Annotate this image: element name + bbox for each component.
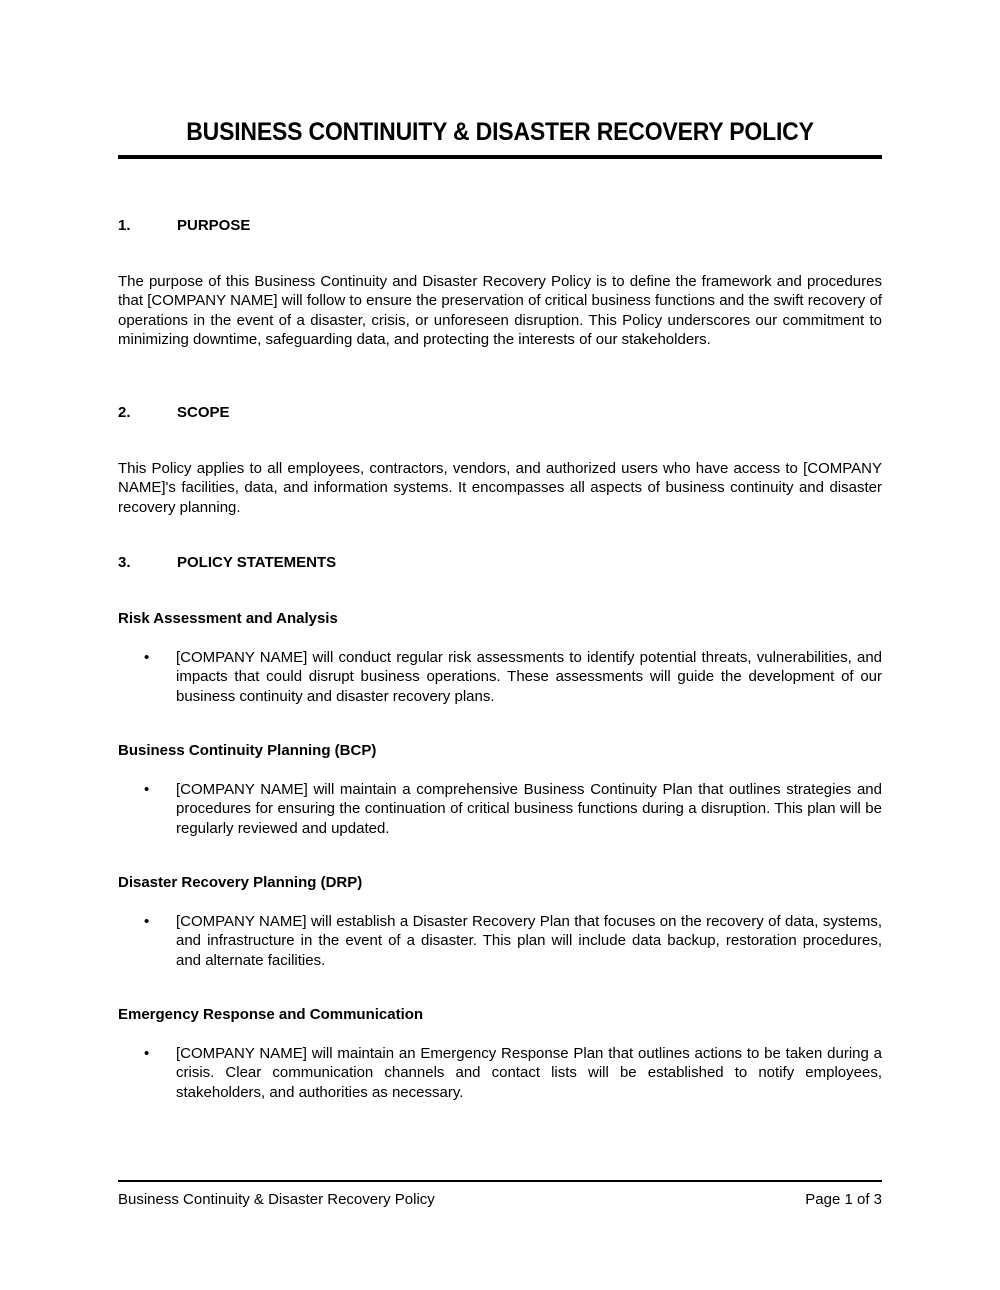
- document-title: BUSINESS CONTINUITY & DISASTER RECOVERY POLICY: [186, 118, 814, 146]
- footer-page-number: Page 1 of 3: [805, 1191, 882, 1208]
- bullet-text: [COMPANY NAME] will conduct regular risk assessments to identify potential threats, vulnerabilities, and impacts that could disrupt business operations. These assessments will guide the development of our business continuity and disaster recovery plans.: [176, 649, 882, 705]
- section-title: SCOPE: [177, 404, 230, 421]
- section-number: 1.: [118, 217, 131, 234]
- section-title: POLICY STATEMENTS: [177, 554, 337, 571]
- section-title: PURPOSE: [177, 217, 251, 234]
- purpose-paragraph: The purpose of this Business Continuity and Disaster Recovery Policy is to define the framework and procedures that [COMPANY NAME] will follow to ensure the preservation of critical business functions and the swift recovery of operations in the event of a disaster, crisis, or unforeseen disruption. This Policy underscores our commitment to minimizing downtime, safeguarding data, and protecting the interests of our stakeholders.: [118, 273, 882, 348]
- title-divider: [118, 155, 882, 159]
- bullet-text: [COMPANY NAME] will establish a Disaster Recovery Plan that focuses on the recovery of data, systems, and infrastructure in the event of a disaster. This plan will include data backup, restoration procedures, and alternate facilities.: [176, 913, 882, 969]
- footer-divider: [118, 1180, 882, 1182]
- bullet-icon: •: [144, 1045, 150, 1062]
- section-number: 2.: [118, 404, 131, 421]
- subheading-drp: Disaster Recovery Planning (DRP): [118, 874, 363, 891]
- bullet-icon: •: [144, 649, 150, 666]
- subheading-bcp: Business Continuity Planning (BCP): [118, 742, 377, 759]
- bullet-icon: •: [144, 781, 150, 798]
- subheading-emergency-response: Emergency Response and Communication: [118, 1006, 424, 1023]
- bullet-icon: •: [144, 913, 150, 930]
- section-heading-purpose: [118, 216, 250, 236]
- footer-document-name: Business Continuity & Disaster Recovery Policy: [118, 1191, 435, 1208]
- section-heading-policy-statements: [118, 553, 336, 573]
- bullet-text: [COMPANY NAME] will maintain an Emergency Response Plan that outlines actions to be taken during a crisis. Clear communication channels and contact lists will be established to notify employees, stakeholders, and authorities as necessary.: [176, 1045, 882, 1101]
- bullet-text: [COMPANY NAME] will maintain a comprehensive Business Continuity Plan that outlines strategies and procedures for ensuring the continuation of critical business functions during a disruption. This plan will be regularly reviewed and updated.: [176, 781, 882, 837]
- scope-paragraph: This Policy applies to all employees, contractors, vendors, and authorized users who have access to [COMPANY NAME]'s facilities, data, and information systems. It encompasses all aspects of business continuity and disaster recovery planning.: [118, 460, 882, 516]
- subheading-risk-assessment: Risk Assessment and Analysis: [118, 610, 338, 627]
- section-number: 3.: [118, 554, 131, 571]
- section-heading-scope: [118, 403, 230, 423]
